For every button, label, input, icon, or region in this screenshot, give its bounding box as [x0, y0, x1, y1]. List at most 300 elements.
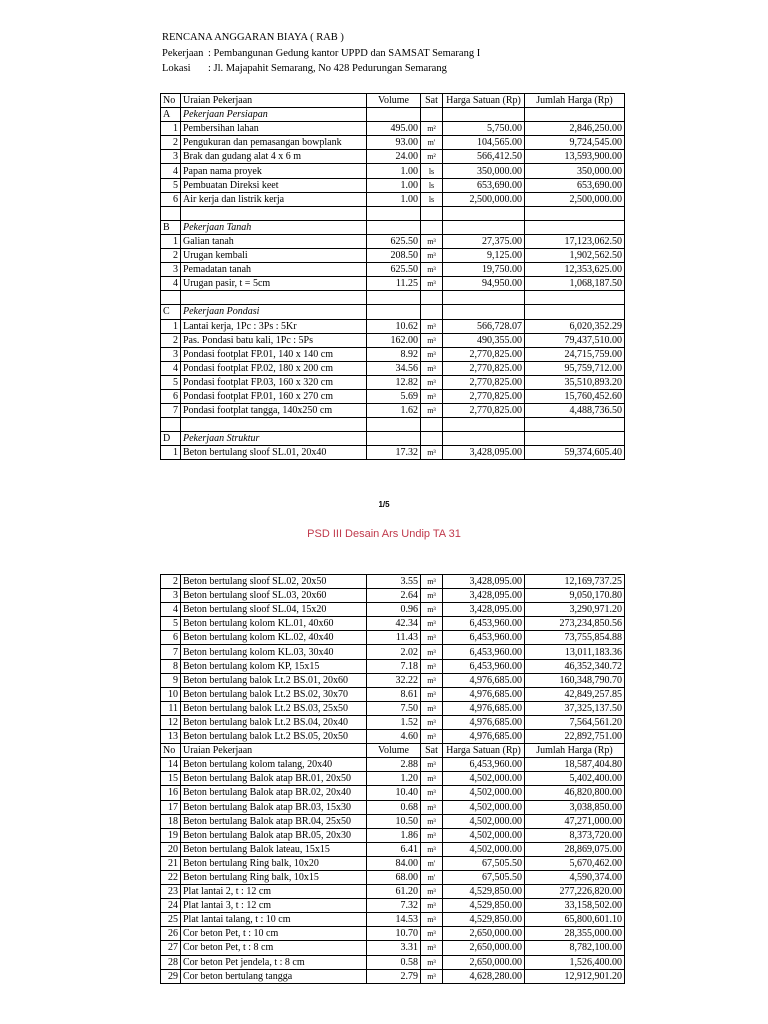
item-no: 19	[161, 828, 181, 842]
blank-cell	[161, 206, 181, 220]
item-jumlah-harga: 350,000.00	[525, 164, 625, 178]
item-volume: 61.20	[367, 885, 421, 899]
blank-cell	[181, 291, 367, 305]
item-jumlah-harga: 4,488,736.50	[525, 404, 625, 418]
rab-table-page-1	[160, 93, 625, 460]
item-sat: m²	[421, 122, 443, 136]
item-sat: m³	[421, 589, 443, 603]
table-row	[161, 375, 625, 389]
item-no: 20	[161, 842, 181, 856]
table-row	[161, 361, 625, 375]
item-jumlah-harga: 15,760,452.60	[525, 389, 625, 403]
item-harga-satuan: 19,750.00	[443, 263, 525, 277]
table-row	[161, 178, 625, 192]
blank-cell	[525, 108, 625, 122]
item-sat: m³	[421, 842, 443, 856]
item-no: 1	[161, 122, 181, 136]
item-uraian: Pondasi footplat FP.01, 160 x 270 cm	[181, 389, 367, 403]
item-uraian: Air kerja dan listrik kerja	[181, 192, 367, 206]
item-uraian: Pondasi footplat FP.01, 140 x 140 cm	[181, 347, 367, 361]
item-sat: m³	[421, 885, 443, 899]
item-no: 6	[161, 389, 181, 403]
item-harga-satuan: 4,976,685.00	[443, 701, 525, 715]
table-row	[161, 122, 625, 136]
blank-cell	[367, 108, 421, 122]
blank-cell	[421, 418, 443, 432]
item-sat: m³	[421, 375, 443, 389]
item-uraian: Beton bertulang balok Lt.2 BS.02, 30x70	[181, 687, 367, 701]
item-uraian: Beton bertulang Balok lateau, 15x15	[181, 842, 367, 856]
item-harga-satuan: 2,770,825.00	[443, 389, 525, 403]
item-jumlah-harga: 18,587,404.80	[525, 758, 625, 772]
item-harga-satuan: 67,505.50	[443, 870, 525, 884]
item-harga-satuan: 566,412.50	[443, 150, 525, 164]
page-footer: PSD III Desain Ars Undip TA 31	[307, 528, 461, 540]
header-harga-satuan: Harga Satuan (Rp)	[443, 94, 525, 108]
item-sat: m³	[421, 969, 443, 983]
location-label: Lokasi	[162, 63, 191, 74]
section-row	[161, 108, 625, 122]
item-sat: m³	[421, 800, 443, 814]
item-uraian: Pondasi footplat FP.03, 160 x 320 cm	[181, 375, 367, 389]
item-jumlah-harga: 5,402,400.00	[525, 772, 625, 786]
item-harga-satuan: 2,770,825.00	[443, 361, 525, 375]
item-jumlah-harga: 5,670,462.00	[525, 856, 625, 870]
item-sat: m³	[421, 361, 443, 375]
item-uraian: Beton bertulang balok Lt.2 BS.04, 20x40	[181, 715, 367, 729]
item-jumlah-harga: 59,374,605.40	[525, 446, 625, 460]
item-no: 1	[161, 446, 181, 460]
item-volume: 1.20	[367, 772, 421, 786]
item-no: 7	[161, 645, 181, 659]
item-uraian: Beton bertulang sloof SL.03, 20x60	[181, 589, 367, 603]
item-sat: m'	[421, 136, 443, 150]
item-no: 17	[161, 800, 181, 814]
item-harga-satuan: 9,125.00	[443, 249, 525, 263]
item-sat: m³	[421, 659, 443, 673]
item-jumlah-harga: 13,011,183.36	[525, 645, 625, 659]
item-harga-satuan: 653,690.00	[443, 178, 525, 192]
item-volume: 93.00	[367, 136, 421, 150]
item-jumlah-harga: 73,755,854.88	[525, 631, 625, 645]
item-no: 13	[161, 730, 181, 744]
blank-row	[161, 206, 625, 220]
item-no: 29	[161, 969, 181, 983]
blank-cell	[367, 432, 421, 446]
header-no: No	[161, 744, 181, 758]
document-header	[162, 30, 480, 77]
item-no: 2	[161, 333, 181, 347]
blank-cell	[421, 432, 443, 446]
table-row	[161, 319, 625, 333]
item-harga-satuan: 6,453,960.00	[443, 631, 525, 645]
item-sat: m³	[421, 772, 443, 786]
table-row	[161, 277, 625, 291]
table-row	[161, 347, 625, 361]
item-harga-satuan: 3,428,095.00	[443, 589, 525, 603]
item-uraian: Beton bertulang Balok atap BR.02, 20x40	[181, 786, 367, 800]
item-no: 3	[161, 263, 181, 277]
item-volume: 2.88	[367, 758, 421, 772]
item-no: 11	[161, 701, 181, 715]
item-sat: ls	[421, 164, 443, 178]
item-volume: 17.32	[367, 446, 421, 460]
item-volume: 1.52	[367, 715, 421, 729]
item-uraian: Pembersihan lahan	[181, 122, 367, 136]
item-no: 3	[161, 347, 181, 361]
item-jumlah-harga: 3,290,971.20	[525, 603, 625, 617]
blank-cell	[443, 305, 525, 319]
item-harga-satuan: 67,505.50	[443, 856, 525, 870]
section-title: Pekerjaan Struktur	[181, 432, 367, 446]
blank-cell	[525, 432, 625, 446]
blank-cell	[367, 305, 421, 319]
item-sat: m³	[421, 913, 443, 927]
blank-cell	[161, 291, 181, 305]
blank-cell	[525, 305, 625, 319]
item-volume: 14.53	[367, 913, 421, 927]
item-sat: m³	[421, 715, 443, 729]
table-row	[161, 899, 625, 913]
item-sat: m³	[421, 617, 443, 631]
item-jumlah-harga: 8,373,720.00	[525, 828, 625, 842]
item-harga-satuan: 4,502,000.00	[443, 800, 525, 814]
item-jumlah-harga: 8,782,100.00	[525, 941, 625, 955]
item-volume: 1.00	[367, 192, 421, 206]
item-jumlah-harga: 17,123,062.50	[525, 234, 625, 248]
table-row	[161, 870, 625, 884]
item-harga-satuan: 2,650,000.00	[443, 955, 525, 969]
table-row	[161, 927, 625, 941]
table-row	[161, 730, 625, 744]
item-no: 24	[161, 899, 181, 913]
item-harga-satuan: 6,453,960.00	[443, 659, 525, 673]
item-jumlah-harga: 9,724,545.00	[525, 136, 625, 150]
table-row	[161, 885, 625, 899]
item-uraian: Beton bertulang Balok atap BR.01, 20x50	[181, 772, 367, 786]
blank-cell	[181, 206, 367, 220]
item-volume: 7.18	[367, 659, 421, 673]
item-volume: 2.02	[367, 645, 421, 659]
table-row	[161, 389, 625, 403]
item-jumlah-harga: 22,892,751.00	[525, 730, 625, 744]
item-harga-satuan: 4,502,000.00	[443, 828, 525, 842]
item-no: 5	[161, 178, 181, 192]
table-row	[161, 404, 625, 418]
item-harga-satuan: 4,976,685.00	[443, 715, 525, 729]
table-row	[161, 234, 625, 248]
item-jumlah-harga: 24,715,759.00	[525, 347, 625, 361]
item-volume: 1.86	[367, 828, 421, 842]
section-letter: B	[161, 220, 181, 234]
table-row	[161, 800, 625, 814]
item-no: 27	[161, 941, 181, 955]
section-letter: D	[161, 432, 181, 446]
item-jumlah-harga: 37,325,137.50	[525, 701, 625, 715]
item-uraian: Beton bertulang Ring balk, 10x15	[181, 870, 367, 884]
item-harga-satuan: 566,728.07	[443, 319, 525, 333]
header-volume: Volume	[367, 94, 421, 108]
item-harga-satuan: 4,976,685.00	[443, 687, 525, 701]
item-no: 15	[161, 772, 181, 786]
rab-table-page-2	[160, 574, 625, 984]
item-no: 25	[161, 913, 181, 927]
header-uraian: Uraian Pekerjaan	[181, 94, 367, 108]
item-volume: 2.79	[367, 969, 421, 983]
section-letter: C	[161, 305, 181, 319]
item-jumlah-harga: 33,158,502.00	[525, 899, 625, 913]
item-no: 4	[161, 603, 181, 617]
item-uraian: Lantai kerja, 1Pc : 3Ps : 5Kr	[181, 319, 367, 333]
item-no: 6	[161, 192, 181, 206]
item-sat: m³	[421, 687, 443, 701]
item-volume: 162.00	[367, 333, 421, 347]
item-uraian: Beton bertulang sloof SL.01, 20x40	[181, 446, 367, 460]
table-row	[161, 150, 625, 164]
blank-cell	[443, 291, 525, 305]
blank-cell	[525, 206, 625, 220]
item-no: 6	[161, 631, 181, 645]
table-row	[161, 446, 625, 460]
item-no: 14	[161, 758, 181, 772]
table-row	[161, 913, 625, 927]
blank-cell	[421, 291, 443, 305]
table-row	[161, 786, 625, 800]
item-uraian: Beton bertulang Balok atap BR.03, 15x30	[181, 800, 367, 814]
blank-row	[161, 291, 625, 305]
item-jumlah-harga: 42,849,257.85	[525, 687, 625, 701]
blank-cell	[367, 220, 421, 234]
location-line	[162, 61, 480, 77]
item-jumlah-harga: 1,902,562.50	[525, 249, 625, 263]
item-uraian: Cor beton Pet, t : 8 cm	[181, 941, 367, 955]
item-sat: m³	[421, 701, 443, 715]
item-volume: 2.64	[367, 589, 421, 603]
item-harga-satuan: 4,502,000.00	[443, 772, 525, 786]
item-harga-satuan: 6,453,960.00	[443, 758, 525, 772]
table-row	[161, 575, 625, 589]
item-harga-satuan: 5,750.00	[443, 122, 525, 136]
item-sat: m³	[421, 941, 443, 955]
item-sat: m³	[421, 263, 443, 277]
blank-cell	[525, 220, 625, 234]
table-row	[161, 941, 625, 955]
table-row	[161, 687, 625, 701]
project-label: Pekerjaan	[162, 47, 204, 59]
item-sat: m²	[421, 150, 443, 164]
blank-cell	[421, 206, 443, 220]
item-sat: m³	[421, 575, 443, 589]
blank-row	[161, 418, 625, 432]
item-no: 16	[161, 786, 181, 800]
item-sat: m³	[421, 277, 443, 291]
item-jumlah-harga: 1,068,187.50	[525, 277, 625, 291]
item-sat: ls	[421, 192, 443, 206]
project-line	[162, 46, 480, 62]
blank-cell	[443, 432, 525, 446]
item-no: 9	[161, 673, 181, 687]
item-jumlah-harga: 47,271,000.00	[525, 814, 625, 828]
item-sat: m³	[421, 786, 443, 800]
item-sat: m'	[421, 856, 443, 870]
item-jumlah-harga: 35,510,893.20	[525, 375, 625, 389]
item-no: 26	[161, 927, 181, 941]
item-harga-satuan: 350,000.00	[443, 164, 525, 178]
item-no: 22	[161, 870, 181, 884]
item-uraian: Urugan kembali	[181, 249, 367, 263]
item-jumlah-harga: 7,564,561.20	[525, 715, 625, 729]
item-jumlah-harga: 9,050,170.80	[525, 589, 625, 603]
item-sat: m³	[421, 828, 443, 842]
table-row	[161, 617, 625, 631]
item-no: 18	[161, 814, 181, 828]
blank-cell	[421, 108, 443, 122]
item-volume: 10.62	[367, 319, 421, 333]
item-volume: 3.55	[367, 575, 421, 589]
item-volume: 495.00	[367, 122, 421, 136]
item-no: 2	[161, 136, 181, 150]
table-row	[161, 828, 625, 842]
item-jumlah-harga: 46,820,800.00	[525, 786, 625, 800]
item-volume: 24.00	[367, 150, 421, 164]
item-no: 7	[161, 404, 181, 418]
item-sat: m³	[421, 758, 443, 772]
item-volume: 625.50	[367, 263, 421, 277]
item-uraian: Plat lantai talang, t : 10 cm	[181, 913, 367, 927]
item-jumlah-harga: 95,759,712.00	[525, 361, 625, 375]
item-harga-satuan: 4,502,000.00	[443, 786, 525, 800]
item-uraian: Beton bertulang kolom KP, 15x15	[181, 659, 367, 673]
document-title: RENCANA ANGGARAN BIAYA ( RAB )	[162, 32, 344, 43]
item-uraian: Pembuatan Direksi keet	[181, 178, 367, 192]
item-harga-satuan: 2,650,000.00	[443, 927, 525, 941]
section-row	[161, 305, 625, 319]
item-volume: 10.70	[367, 927, 421, 941]
header-uraian: Uraian Pekerjaan	[181, 744, 367, 758]
table-row	[161, 701, 625, 715]
table-row	[161, 673, 625, 687]
table-row	[161, 136, 625, 150]
item-harga-satuan: 4,502,000.00	[443, 842, 525, 856]
item-sat: m³	[421, 333, 443, 347]
item-no: 2	[161, 575, 181, 589]
item-jumlah-harga: 2,500,000.00	[525, 192, 625, 206]
header-no: No	[161, 94, 181, 108]
item-sat: m³	[421, 319, 443, 333]
item-volume: 12.82	[367, 375, 421, 389]
item-no: 28	[161, 955, 181, 969]
item-volume: 6.41	[367, 842, 421, 856]
item-volume: 34.56	[367, 361, 421, 375]
item-jumlah-harga: 65,800,601.10	[525, 913, 625, 927]
header-sat: Sat	[421, 744, 443, 758]
item-harga-satuan: 490,355.00	[443, 333, 525, 347]
item-no: 21	[161, 856, 181, 870]
item-sat: m³	[421, 603, 443, 617]
section-title: Pekerjaan Persiapan	[181, 108, 367, 122]
item-no: 8	[161, 659, 181, 673]
item-jumlah-harga: 4,590,374.00	[525, 870, 625, 884]
item-harga-satuan: 6,453,960.00	[443, 645, 525, 659]
table-row	[161, 955, 625, 969]
item-volume: 3.31	[367, 941, 421, 955]
item-uraian: Beton bertulang Balok atap BR.04, 25x50	[181, 814, 367, 828]
item-harga-satuan: 4,529,850.00	[443, 913, 525, 927]
item-harga-satuan: 104,565.00	[443, 136, 525, 150]
item-uraian: Beton bertulang kolom KL.01, 40x60	[181, 617, 367, 631]
blank-cell	[367, 291, 421, 305]
table-row	[161, 969, 625, 983]
item-harga-satuan: 4,529,850.00	[443, 885, 525, 899]
table-row	[161, 603, 625, 617]
table-row	[161, 263, 625, 277]
table-row	[161, 249, 625, 263]
item-harga-satuan: 3,428,095.00	[443, 446, 525, 460]
item-uraian: Beton bertulang kolom KL.03, 30x40	[181, 645, 367, 659]
item-sat: m³	[421, 631, 443, 645]
item-volume: 208.50	[367, 249, 421, 263]
item-harga-satuan: 3,428,095.00	[443, 575, 525, 589]
table-row	[161, 758, 625, 772]
item-uraian: Beton bertulang Ring balk, 10x20	[181, 856, 367, 870]
blank-cell	[443, 220, 525, 234]
item-no: 4	[161, 164, 181, 178]
item-jumlah-harga: 3,038,850.00	[525, 800, 625, 814]
item-volume: 8.61	[367, 687, 421, 701]
item-volume: 7.32	[367, 899, 421, 913]
item-sat: m³	[421, 404, 443, 418]
blank-cell	[443, 108, 525, 122]
item-uraian: Plat lantai 2, t : 12 cm	[181, 885, 367, 899]
location-value: : Jl. Majapahit Semarang, No 428 Pedurungan Semarang	[208, 63, 447, 74]
item-sat: m³	[421, 673, 443, 687]
item-uraian: Beton bertulang Balok atap BR.05, 20x30	[181, 828, 367, 842]
item-jumlah-harga: 28,355,000.00	[525, 927, 625, 941]
header-jumlah-harga: Jumlah Harga (Rp)	[525, 744, 625, 758]
section-row	[161, 220, 625, 234]
item-sat: m³	[421, 927, 443, 941]
table-row	[161, 772, 625, 786]
item-harga-satuan: 4,529,850.00	[443, 899, 525, 913]
item-no: 2	[161, 249, 181, 263]
section-row	[161, 432, 625, 446]
item-sat: m³	[421, 446, 443, 460]
section-letter: A	[161, 108, 181, 122]
item-volume: 625.50	[367, 234, 421, 248]
item-volume: 4.60	[367, 730, 421, 744]
item-uraian: Pondasi footplat tangga, 140x250 cm	[181, 404, 367, 418]
table-row	[161, 589, 625, 603]
blank-cell	[443, 206, 525, 220]
blank-cell	[443, 418, 525, 432]
item-harga-satuan: 27,375.00	[443, 234, 525, 248]
blank-cell	[367, 418, 421, 432]
item-uraian: Pondasi footplat FP.02, 180 x 200 cm	[181, 361, 367, 375]
blank-cell	[421, 305, 443, 319]
item-no: 3	[161, 150, 181, 164]
item-uraian: Pemadatan tanah	[181, 263, 367, 277]
item-no: 23	[161, 885, 181, 899]
item-sat: m³	[421, 814, 443, 828]
item-jumlah-harga: 1,526,400.00	[525, 955, 625, 969]
item-jumlah-harga: 12,169,737.25	[525, 575, 625, 589]
item-jumlah-harga: 6,020,352.29	[525, 319, 625, 333]
item-sat: ls	[421, 178, 443, 192]
blank-cell	[421, 220, 443, 234]
item-uraian: Beton bertulang kolom talang, 20x40	[181, 758, 367, 772]
item-sat: m'	[421, 870, 443, 884]
item-uraian: Pengukuran dan pemasangan bowplank	[181, 136, 367, 150]
